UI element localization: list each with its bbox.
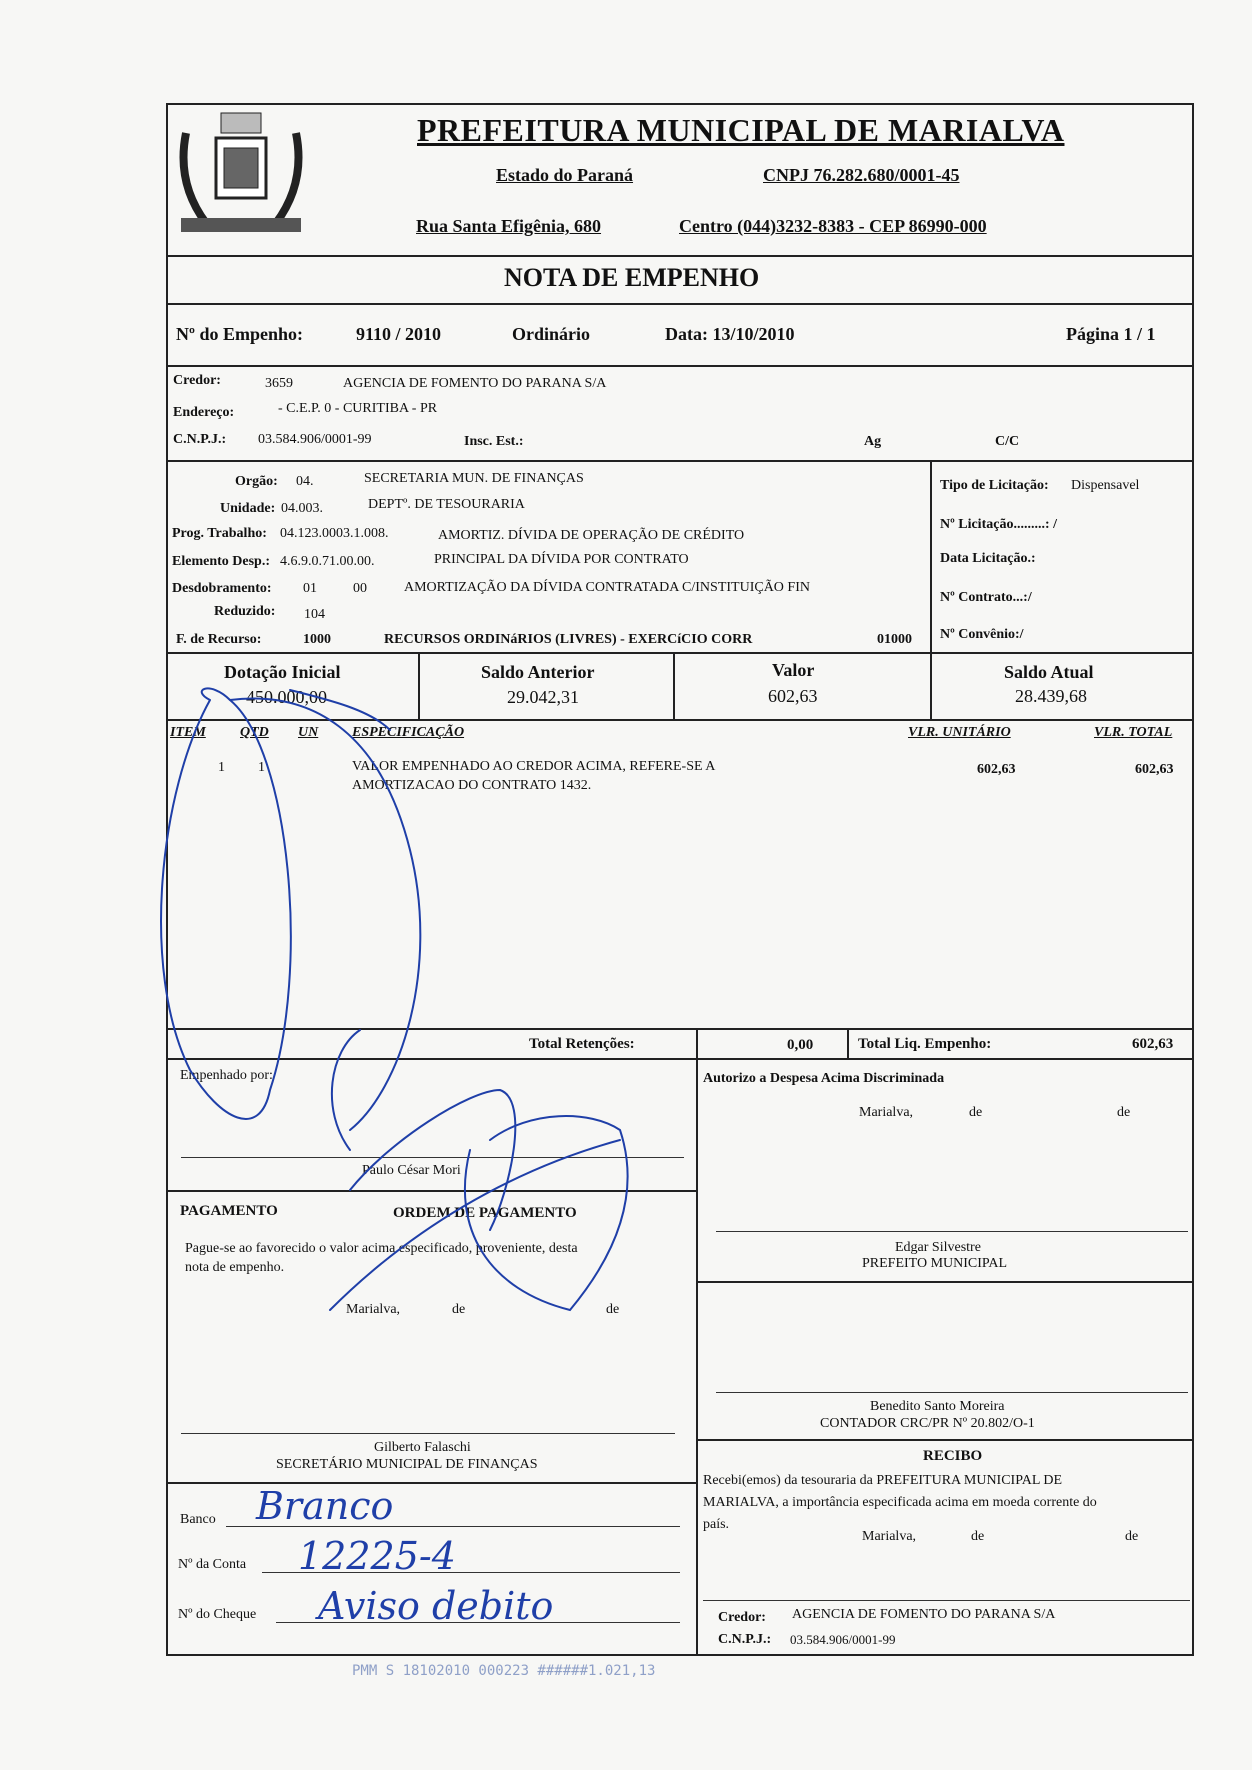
prefeito-name: Edgar Silvestre (895, 1240, 981, 1255)
cc-label: C/C (995, 434, 1020, 449)
saldo-atual-value: 28.439,68 (1015, 686, 1087, 706)
cheque-value: Aviso debito (318, 1584, 554, 1628)
row-desc2: AMORTIZACAO DO CONTRATO 1432. (352, 778, 592, 793)
conta-value: 12225-4 (298, 1534, 456, 1578)
col-especificacao: ESPECIFICAÇÃO (352, 725, 465, 740)
row-total: 602,63 (1135, 762, 1174, 777)
row-desc1: VALOR EMPENHADO AO CREDOR ACIMA, REFERE-SE A (352, 759, 716, 774)
prog-label: Prog. Trabalho: (172, 526, 267, 541)
recurso-code: 01000 (877, 632, 912, 647)
page-number: Página 1 / 1 (1066, 324, 1156, 344)
unidade-label: Unidade: (220, 501, 276, 516)
credor-code: 3659 (265, 376, 293, 391)
tipo-licitacao-value: Dispensavel (1071, 478, 1140, 493)
saldo-anterior-value: 29.042,31 (507, 687, 579, 707)
banco-value: Branco (256, 1484, 394, 1528)
document-title: NOTA DE EMPENHO (504, 263, 760, 292)
pagamento-text1: Pague-se ao favorecido o valor acima especificado, proveniente, desta (185, 1241, 578, 1256)
empenho-number: 9110 / 2010 (356, 324, 442, 344)
header-state: Estado do Paraná (496, 165, 634, 185)
valor-label: Valor (772, 660, 815, 680)
empenhado-signer: Paulo César Mori (362, 1163, 461, 1178)
recibo-place: Marialva, (862, 1529, 917, 1544)
desd-value: 01 (303, 581, 317, 596)
num-licitacao: Nº Licitação.........: / (940, 517, 1057, 532)
header-address2: Centro (044)3232-8383 - CEP 86990-000 (679, 216, 987, 236)
recibo-text3: país. (703, 1517, 730, 1532)
total-retencoes-label: Total Retenções: (529, 1036, 635, 1052)
desd-value2: 00 (353, 581, 367, 596)
recurso-label: F. de Recurso: (176, 632, 262, 647)
empenho-label: Nº do Empenho: (176, 324, 303, 344)
recibo-credor-name: AGENCIA DE FOMENTO DO PARANA S/A (792, 1607, 1056, 1622)
row-qtd: 1 (258, 760, 265, 775)
col-un: UN (298, 725, 319, 740)
endereco-label: Endereço: (173, 405, 235, 420)
autorizo-de1: de (969, 1105, 983, 1120)
insc-label: Insc. Est.: (464, 434, 524, 449)
header-cnpj: CNPJ 76.282.680/0001-45 (763, 165, 960, 185)
recibo-text2: MARIALVA, a importância especificada acima em moeda corrente do (703, 1495, 1097, 1510)
empenhado-label: Empenhado por: (180, 1068, 273, 1083)
secretario-name: Gilberto Falaschi (374, 1440, 471, 1455)
empenho-type: Ordinário (512, 324, 591, 344)
credor-label: Credor: (173, 373, 221, 388)
recibo-de1: de (971, 1529, 985, 1544)
pagamento-de2: de (606, 1302, 620, 1317)
header-title: PREFEITURA MUNICIPAL DE MARIALVA (417, 112, 1065, 148)
empenho-date: Data: 13/10/2010 (665, 324, 795, 344)
contador-title: CONTADOR CRC/PR Nº 20.802/O-1 (820, 1416, 1035, 1431)
orgao-label: Orgão: (235, 474, 278, 489)
secretario-title: SECRETÁRIO MUNICIPAL DE FINANÇAS (276, 1457, 538, 1472)
validation-stamp: PMM S 18102010 000223 ######1.021,13 (352, 1663, 656, 1679)
cheque-label: Nº do Cheque (178, 1607, 257, 1622)
elem-value: 4.6.9.0.71.00.00. (280, 554, 375, 569)
dotacao-inicial-label: Dotação Inicial (224, 662, 341, 682)
conta-label: Nº da Conta (178, 1557, 247, 1572)
endereco-value: - C.E.P. 0 - CURITIBA - PR (278, 401, 438, 416)
elem-label: Elemento Desp.: (172, 554, 270, 569)
cnpj-value: 03.584.906/0001-99 (258, 432, 372, 447)
recibo-text1: Recebi(emos) da tesouraria da PREFEITURA MUNICIPAL DE (703, 1473, 1063, 1488)
row-item: 1 (218, 760, 225, 775)
signature-scribble (150, 670, 710, 1330)
recibo-label: RECIBO (923, 1448, 983, 1464)
pagamento-label: PAGAMENTO (180, 1203, 278, 1219)
col-vlr-total: VLR. TOTAL (1094, 725, 1173, 740)
reduzido-label: Reduzido: (214, 604, 276, 619)
autorizo-place: Marialva, (859, 1105, 914, 1120)
recurso-desc: RECURSOS ORDINáRIOS (LIVRES) - EXERCíCIO CORR (384, 632, 753, 647)
data-licitacao: Data Licitação.: (940, 551, 1036, 566)
num-convenio: Nº Convênio:/ (940, 627, 1024, 642)
prog-desc: AMORTIZ. DÍVIDA DE OPERAÇÃO DE CRÉDITO (438, 528, 745, 543)
contador-name: Benedito Santo Moreira (870, 1399, 1005, 1414)
pagamento-place: Marialva, (346, 1302, 401, 1317)
credor-name: AGENCIA DE FOMENTO DO PARANA S/A (343, 376, 607, 391)
desd-desc: AMORTIZAÇÃO DA DÍVIDA CONTRATADA C/INSTITUIÇÃO FIN (404, 580, 810, 595)
autorizo-de2: de (1117, 1105, 1131, 1120)
banco-label: Banco (180, 1512, 216, 1527)
tipo-licitacao-label: Tipo de Licitação: (940, 478, 1049, 493)
saldo-atual-label: Saldo Atual (1004, 662, 1094, 682)
total-liq-label: Total Liq. Empenho: (858, 1036, 992, 1052)
reduzido-value: 104 (304, 607, 325, 622)
valor-value: 602,63 (768, 686, 818, 706)
pagamento-text2: nota de empenho. (185, 1260, 285, 1275)
orgao-value: 04. (296, 474, 314, 489)
col-qtd: QTD (240, 725, 269, 740)
cnpj-label: C.N.P.J.: (173, 432, 227, 447)
row-unit: 602,63 (977, 762, 1016, 777)
prog-value: 04.123.0003.1.008. (280, 526, 389, 541)
recibo-de2: de (1125, 1529, 1139, 1544)
col-vlr-unitario: VLR. UNITÁRIO (908, 725, 1011, 740)
elem-desc: PRINCIPAL DA DÍVIDA POR CONTRATO (434, 552, 689, 567)
recurso-value: 1000 (303, 632, 331, 647)
recibo-credor-label: Credor: (718, 1610, 766, 1625)
total-retencoes-value: 0,00 (787, 1037, 814, 1053)
col-item: ITEM (170, 725, 206, 740)
saldo-anterior-label: Saldo Anterior (481, 662, 595, 682)
ordem-pagamento: ORDEM DE PAGAMENTO (393, 1205, 577, 1221)
unidade-desc: DEPTº. DE TESOURARIA (368, 497, 525, 512)
unidade-value: 04.003. (281, 501, 323, 516)
orgao-desc: SECRETARIA MUN. DE FINANÇAS (364, 471, 584, 486)
coat-of-arms-logo (166, 103, 316, 255)
recibo-cnpj-label: C.N.P.J.: (718, 1632, 772, 1647)
header-address: Rua Santa Efigênia, 680 (416, 216, 602, 236)
desd-label: Desdobramento: (172, 581, 272, 596)
ag-label: Ag (864, 434, 882, 449)
num-contrato: Nº Contrato...:/ (940, 590, 1032, 605)
recibo-cnpj-value: 03.584.906/0001-99 (790, 1632, 896, 1647)
autorizo-label: Autorizo a Despesa Acima Discriminada (703, 1071, 945, 1086)
pagamento-de1: de (452, 1302, 466, 1317)
dotacao-inicial-value: 450.000,00 (246, 687, 327, 707)
total-liq-value: 602,63 (1132, 1036, 1174, 1052)
prefeito-title: PREFEITO MUNICIPAL (862, 1256, 1008, 1271)
